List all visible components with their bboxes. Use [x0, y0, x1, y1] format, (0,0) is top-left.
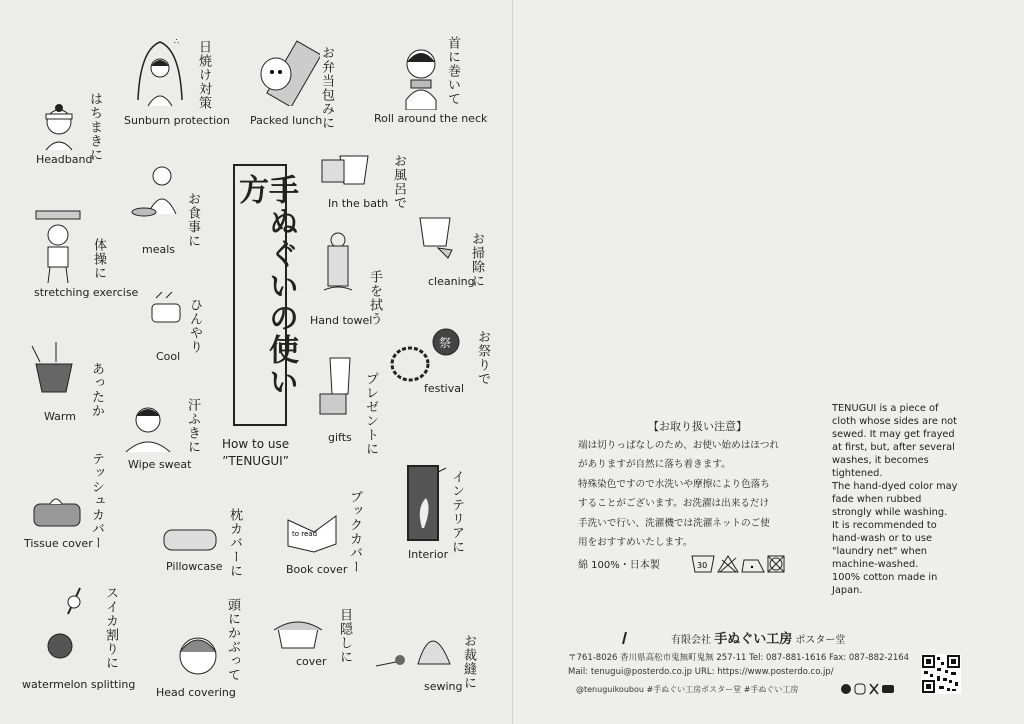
neck-jp: 首に巻いて	[445, 36, 460, 106]
book-en: Book cover	[286, 563, 348, 576]
neck-en: Roll around the neck	[374, 112, 488, 125]
qr-code[interactable]	[921, 654, 961, 694]
sunburn-jp: 日焼け対策	[196, 40, 211, 110]
cleaning-illustration	[412, 210, 458, 260]
sewing-illustration	[372, 610, 456, 672]
interior-jp: インテリアに	[449, 470, 464, 554]
right-page	[512, 0, 1024, 724]
notice-line: 特殊染色ですので水洗いや摩擦により色落ち	[578, 478, 770, 490]
x-icon	[870, 684, 878, 694]
english-line: It is recommended to	[832, 520, 937, 531]
wash-temp: 30	[697, 561, 708, 570]
pillow-jp: 枕カバーに	[227, 508, 242, 578]
english-notice	[832, 402, 972, 597]
english-line: The hand-dyed color may	[832, 481, 958, 492]
interior-en: Interior	[408, 548, 449, 561]
stretch-en: stretching exercise	[34, 286, 139, 299]
company-brand: 手ぬぐい工房	[714, 632, 793, 647]
hand-towel-illustration	[318, 232, 358, 310]
social-icons	[840, 682, 896, 696]
festival-illustration	[388, 326, 462, 384]
sunburn-en: Sunburn protection	[124, 114, 230, 127]
sewing-jp: お裁縫に	[461, 634, 476, 690]
no-tumble-dry-icon	[768, 556, 784, 572]
english-line: sewed. It may get frayed	[832, 429, 955, 440]
cool-en: Cool	[156, 350, 181, 363]
facebook-icon	[841, 684, 851, 694]
pillow-en: Pillowcase	[166, 560, 223, 573]
english-line: TENUGUI is a piece of	[832, 403, 939, 414]
headband-illustration	[34, 100, 84, 155]
neck-illustration	[396, 40, 446, 110]
youtube-icon	[882, 685, 894, 693]
hand-towel-en: Hand towel	[310, 314, 373, 327]
lunch-en: Packed lunch	[250, 114, 323, 127]
bath-jp: お風呂で	[391, 154, 406, 210]
iron-icon	[742, 560, 764, 572]
meals-en: meals	[142, 243, 176, 256]
company-name	[671, 628, 845, 647]
warm-en: Warm	[44, 410, 76, 423]
address-line: 〒761-8026 香川県高松市鬼無町鬼無 257-11 Tel: 087-881-1616 Fax: 087-882-2164	[568, 653, 910, 663]
warm-illustration	[26, 340, 82, 406]
book-jp: ブックカバー	[347, 490, 362, 574]
english-line: hand-wash or to use	[832, 533, 933, 544]
lunch-jp: お弁当包みに	[319, 46, 334, 130]
meals-illustration	[128, 160, 184, 222]
cover-illustration	[270, 612, 326, 654]
wipe-sweat-jp: 汗ふきに	[185, 398, 200, 454]
stretch-illustration	[30, 205, 86, 285]
interior-illustration	[404, 462, 448, 544]
contact-address	[568, 651, 909, 679]
sewing-en: sewing	[424, 680, 463, 693]
cleaning-en: cleaning	[428, 275, 475, 288]
main-title: 手ぬぐいの使い方	[233, 174, 298, 398]
meals-jp: お食事に	[185, 192, 200, 248]
head-covering-jp: 頭にかぶって	[225, 598, 240, 682]
svg-text:∴: ∴	[174, 37, 180, 46]
english-line: "laundry net" when	[832, 546, 927, 557]
company-prefix: 有限会社	[671, 635, 711, 646]
bath-en: In the bath	[328, 197, 389, 210]
tissue-jp: テッシュカバー	[89, 452, 104, 550]
company-suffix: ポスター堂	[795, 635, 846, 646]
headband-jp: はちまきに	[87, 92, 102, 162]
stretch-jp: 体操に	[91, 238, 106, 280]
notice-line: することがございます。お洗濯は出来るだけ	[578, 498, 770, 510]
english-line: at first, but, after several	[832, 442, 955, 453]
notice-title: 【お取り扱い注意】	[648, 420, 747, 433]
english-line: washes, it becomes	[832, 455, 929, 466]
english-line: 100% cotton made in	[832, 572, 938, 583]
notice-body	[578, 436, 790, 552]
packed-lunch-illustration	[258, 40, 320, 106]
subtitle	[222, 436, 289, 470]
cool-illustration	[148, 290, 184, 328]
notice-line: 端は切りっぱなしのため、お使い始めはほつれ	[578, 440, 780, 451]
sunburn-illustration	[130, 30, 190, 110]
headband-en: Headband	[36, 153, 93, 166]
svg-text:to read: to read	[292, 530, 318, 538]
gifts-jp: プレゼントに	[363, 372, 378, 456]
cover-en: cover	[296, 655, 327, 668]
subtitle-line2: ”TENUGUI”	[222, 454, 289, 468]
cleaning-jp: お掃除に	[469, 232, 484, 288]
gifts-illustration	[316, 354, 360, 422]
english-line: cloth whose sides are not	[832, 416, 958, 427]
festival-en: festival	[424, 382, 465, 395]
care-icons	[690, 552, 790, 576]
notice-line: がありますが自然に落ち着きます。	[578, 459, 731, 471]
gifts-en: gifts	[328, 431, 352, 444]
festival-jp: お祭りで	[475, 330, 490, 386]
bath-illustration	[318, 150, 374, 190]
english-line: Japan.	[832, 585, 863, 596]
material-label: 綿 100%・日本製	[578, 560, 660, 571]
brand-mark-icon	[620, 630, 630, 646]
wash-30-icon	[692, 556, 714, 572]
head-covering-en: Head covering	[156, 686, 236, 699]
instagram-icon	[855, 684, 865, 694]
tissue-cover-illustration	[30, 494, 84, 530]
watermelon-en: watermelon splitting	[22, 678, 136, 691]
pillowcase-illustration	[160, 524, 220, 554]
cool-jp: ひんやり	[187, 298, 202, 354]
wipe-sweat-illustration	[118, 400, 180, 456]
notice-line: 手洗いで行い、洗濯機では洗濯ネットのご使	[578, 517, 770, 529]
mail-url-line: Mail: tenugui@posterdo.co.jp URL: https://www.posterdo.co.jp/	[568, 667, 834, 677]
hand-towel-jp: 手を拭う	[367, 270, 382, 326]
cover-jp: 目隠しに	[337, 608, 352, 664]
notice-line: 用をおすすめいたします。	[578, 537, 693, 549]
tissue-en: Tissue cover	[24, 537, 93, 550]
subtitle-line1: How to use	[222, 437, 290, 451]
wipe-sweat-en: Wipe sweat	[128, 458, 192, 471]
english-line: machine-washed.	[832, 559, 919, 570]
head-covering-illustration	[170, 620, 226, 686]
social-handles: @tenuguikoubou #手ぬぐい工房ポスター堂 #手ぬぐい工房	[576, 685, 799, 694]
title-box	[233, 164, 298, 426]
warm-jp: あったか	[89, 362, 104, 418]
svg-text:祭: 祭	[439, 336, 452, 350]
watermelon-illustration	[44, 584, 98, 662]
english-line: tightened.	[832, 468, 883, 479]
book-cover-illustration	[284, 500, 340, 554]
watermelon-jp: スイカ割りに	[103, 586, 118, 670]
no-bleach-icon	[718, 556, 738, 572]
english-line: strongly while washing.	[832, 507, 948, 518]
english-line: fade when rubbed	[832, 494, 922, 505]
